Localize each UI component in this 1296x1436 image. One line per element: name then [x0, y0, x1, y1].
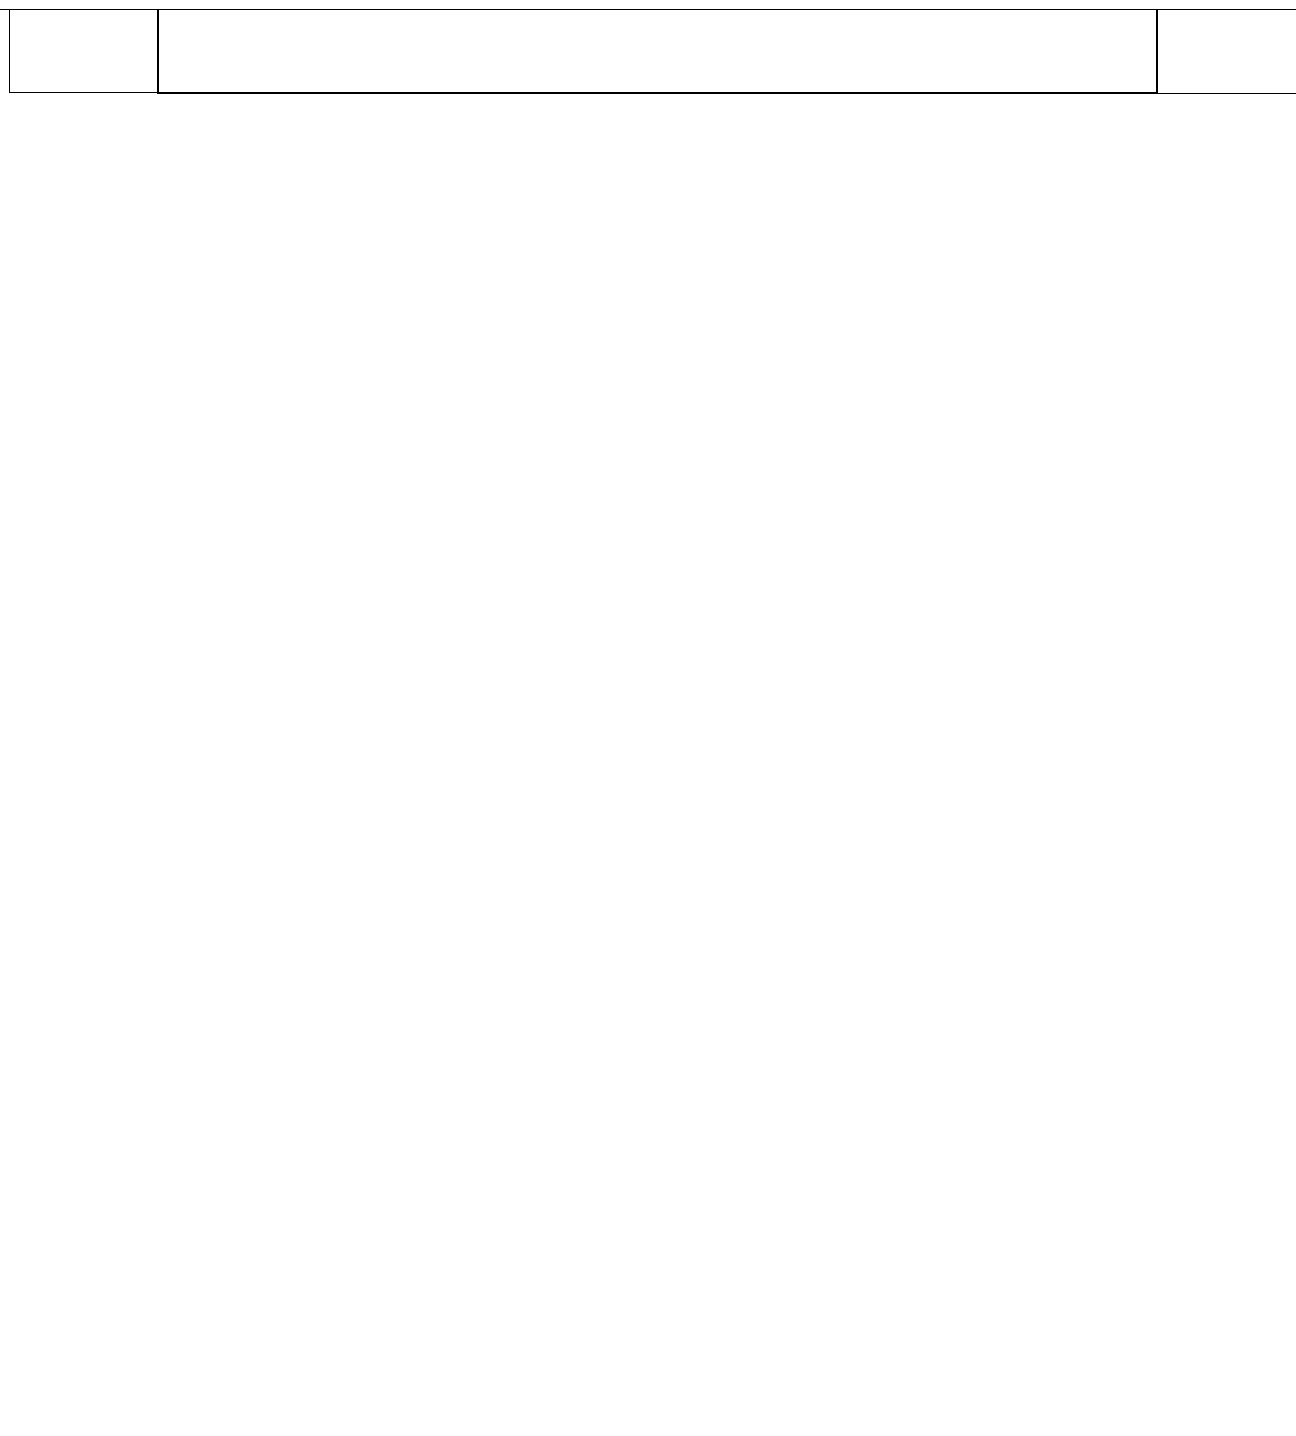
header-blank-cell	[9, 10, 157, 93]
top-border	[0, 0, 1296, 10]
learning-status-header	[1158, 10, 1296, 94]
page-title	[157, 10, 1158, 94]
